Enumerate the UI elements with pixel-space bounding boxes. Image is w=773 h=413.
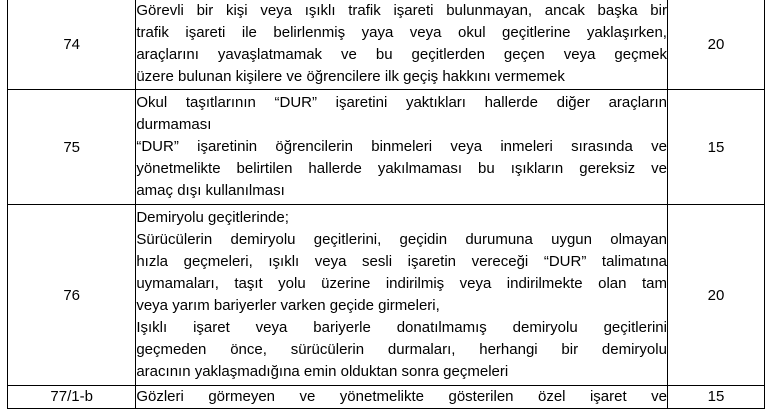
description-cell <box>136 0 668 90</box>
points-cell: 20 <box>667 205 764 386</box>
description-line: Gözleri görmeyen ve yönetmelikte gösterilen özel işaret ve <box>136 388 667 405</box>
article-number-cell: 76 <box>8 205 136 386</box>
article-number-cell: 75 <box>8 90 136 205</box>
table-row <box>8 386 765 409</box>
description-line: hızla geçmeleri, ışıklı veya sesli işaretin vereceği “DUR” talimatına <box>136 253 667 270</box>
description-line: geçmeden önce, sürücülerin durmaları, herhangi bir demiryolu <box>136 341 667 358</box>
points-cell: 20 <box>667 0 764 90</box>
article-number-cell: 77/1-b <box>8 386 136 409</box>
description-line: veya yarım bariyerler varken geçide girmeleri, <box>136 297 440 314</box>
description-line: amaç dışı kullanılması <box>136 182 285 199</box>
description-cell <box>136 386 668 409</box>
penalty-table <box>7 0 765 409</box>
description-cell <box>136 205 668 386</box>
description-line: üzere bulunan kişilere ve öğrencilere ilk geçiş hakkını vermemek <box>136 68 565 85</box>
table-row <box>8 0 765 90</box>
points-cell: 15 <box>667 386 764 409</box>
description-line: Işıklı işaret veya bariyerle donatılmamış demiryolu geçitlerini <box>136 319 667 336</box>
table-row <box>8 205 765 386</box>
description-line: Görevli bir kişi veya ışıklı trafik işareti bulunmayan, ancak başka bir <box>136 2 667 19</box>
description-line: yönetmelikte belirtilen hallerde yakılmaması bu ışıkların gereksiz ve <box>136 160 667 177</box>
description-line: “DUR” işaretinin öğrencilerin binmeleri veya inmeleri sırasında ve <box>136 138 667 155</box>
article-number-cell: 74 <box>8 0 136 90</box>
description-line: aracının yaklaşmadığına emin olduktan sonra geçmeleri <box>136 363 509 380</box>
description-line: Demiryolu geçitlerinde; <box>136 209 289 226</box>
description-cell <box>136 90 668 205</box>
description-line: durmaması <box>136 116 212 133</box>
description-line: Okul taşıtlarının “DUR” işaretini yaktıkları hallerde diğer araçların <box>136 94 667 111</box>
table-row <box>8 90 765 205</box>
description-line: uymamaları, taşıt yolu üzerine indirilmiş veya indirilmekte olan tam <box>136 275 667 292</box>
description-line: Sürücülerin demiryolu geçitlerini, geçidin durumuna uygun olmayan <box>136 231 667 248</box>
points-cell: 15 <box>667 90 764 205</box>
description-line: trafik işareti ile belirlenmiş yaya veya okul geçitlerine yaklaşırken, <box>136 24 667 41</box>
description-line: araçlarını yavaşlatmamak ve bu geçitlerden geçen veya geçmek <box>136 46 667 63</box>
